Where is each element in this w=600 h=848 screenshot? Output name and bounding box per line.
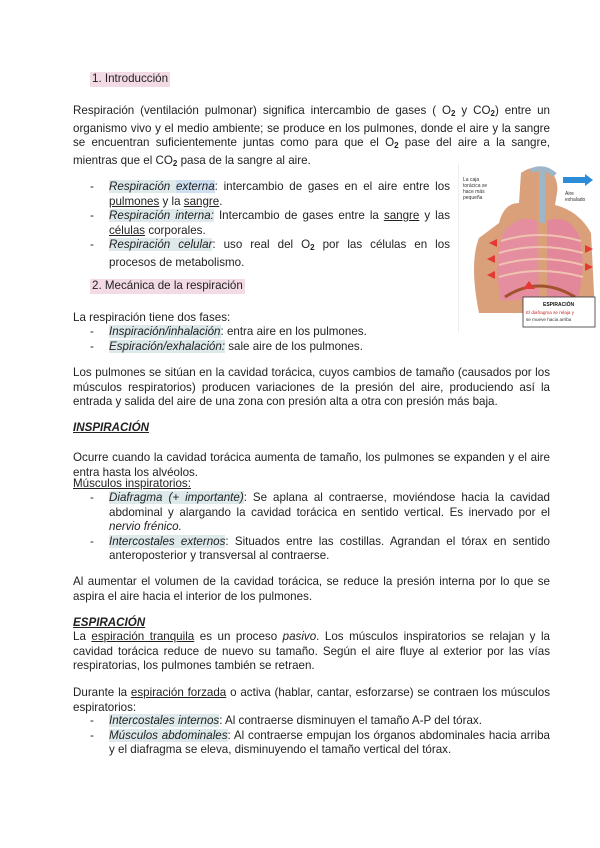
list-item: - Respiración celular: uso real del $O_2$ por las células en los procesos de metabolismo. bbox=[90, 238, 450, 269]
torso-lungs-illustration bbox=[459, 163, 599, 333]
forced-expiration-paragraph: Durante la espiración forzada o activa (hablar, cantar, esforzarse) se contraen los músculos espiratorios: bbox=[73, 686, 550, 714]
svg-text:La caja: La caja bbox=[463, 177, 480, 183]
list-item: - Diafragma (+ importante): Se aplana al contraerse, moviéndose hacia la cavidad abdominal y alargando la cavidad torácica en sentido vertical. Es inervado por el nervio frénico. bbox=[90, 491, 550, 534]
svg-text:El diafragma se relaja y: El diafragma se relaja y bbox=[526, 310, 575, 315]
list-item: - Respiración externa: intercambio de gases en el aire entre los pulmones y la sangre. bbox=[90, 180, 451, 208]
svg-text:ESPIRACIÓN: ESPIRACIÓN bbox=[543, 302, 575, 308]
svg-text:exhalado: exhalado bbox=[565, 197, 586, 203]
inspiracion-volume-paragraph: Al aumentar el volumen de la cavidad torácica, se reduce la presión interna por lo que se aspira el aire hacia el interior de los pulmones. bbox=[73, 575, 550, 603]
list-item: - Espiración/exhalación: sale aire de los pulmones. bbox=[90, 339, 363, 353]
svg-text:pequeña: pequeña bbox=[463, 195, 483, 201]
svg-text:Aire: Aire bbox=[565, 191, 574, 197]
list-item: - Intercostales externos: Situados entre las costillas. Agrandan el tórax en sentido anteroposterior y transversal al contraerse. bbox=[90, 534, 550, 563]
espiracion-paragraph: La espiración tranquila es un proceso pasivo. Los músculos inspiratorios se relajan y la cavidad torácica reduce de nuevo su tamaño. Según el aire fluye al exterior por las vías respiratorias, los pulmones también se retraen. bbox=[73, 630, 550, 673]
inspiracion-title: INSPIRACIÓN bbox=[73, 421, 150, 434]
list-item: - Respiración interna: Intercambio de gases entre la sangre y las células corporales. bbox=[90, 209, 450, 237]
section-heading-mecanica: 2. Mecánica de la respiración bbox=[92, 279, 243, 292]
section-heading-introduccion: 1. Introducción bbox=[92, 72, 169, 85]
inspiratory-muscles-label: Músculos inspiratorios: bbox=[73, 477, 191, 490]
list-item: - Inspiración/inhalación: entra aire en los pulmones. bbox=[90, 325, 367, 338]
intro-paragraph: Respiración (ventilación pulmonar) significa intercambio de gases ( $O_2$ y $CO_2$) entre un organismo vivo y el medio ambiente; se produce en los pulmones, donde el aire y la sangre se encuentran suficientemente juntas como para que el $O_2$ pase del aire a la sangre, mientras que el $CO_2$ pasa de la sangre al aire. bbox=[73, 104, 550, 168]
phases-list bbox=[73, 325, 543, 354]
svg-text:hace más: hace más bbox=[463, 189, 485, 195]
respiration-types-list bbox=[73, 180, 450, 271]
list-item: - Intercostales internos: Al contraerse disminuyen el tamaño A-P del tórax. bbox=[90, 714, 482, 727]
svg-text:se mueve hacia arriba: se mueve hacia arriba bbox=[526, 317, 572, 322]
svg-text:torácica se: torácica se bbox=[463, 183, 488, 189]
list-item: - Músculos abdominales: Al contraerse empujan los órganos abdominales hacia arriba y el diafragma se eleva, disminuyendo el tamaño vertical del tórax. bbox=[90, 728, 550, 757]
lungs-pressure-paragraph: Los pulmones se sitúan en la cavidad torácica, cuyos cambios de tamaño (causados por los músculos respiratorios) producen variaciones de la presión del aire, produciendo así la entrada y salida del aire de una zona con presión alta a otra con presión más baja. bbox=[73, 366, 550, 409]
inspiratory-muscles-list bbox=[73, 491, 550, 564]
espiracion-title: ESPIRACIÓN bbox=[73, 616, 146, 629]
expiratory-muscles-list bbox=[73, 714, 550, 758]
respiration-diagram-image bbox=[458, 163, 599, 333]
inspiracion-paragraph: Ocurre cuando la cavidad torácica aumenta de tamaño, los pulmones se expanden y el aire entra hasta los alvéolos. bbox=[73, 451, 550, 479]
phases-intro: La respiración tiene dos fases: bbox=[73, 311, 231, 324]
